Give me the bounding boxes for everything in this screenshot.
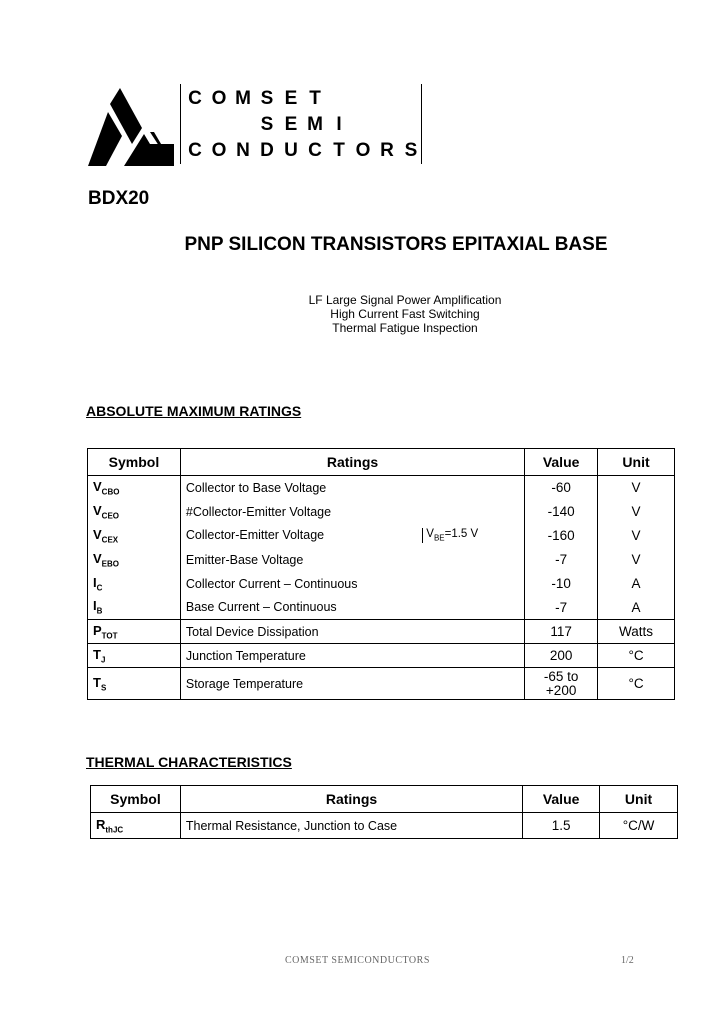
thermal-characteristics-table bbox=[90, 785, 678, 839]
col-header-unit: Unit bbox=[598, 449, 675, 476]
logo-letter: N bbox=[236, 140, 250, 161]
value-cell: -140 bbox=[525, 500, 598, 524]
value-cell: -7 bbox=[525, 596, 598, 620]
value-cell: 1.5 bbox=[523, 813, 600, 839]
symbol-cell: $V_{EBO}$ bbox=[88, 548, 181, 572]
rating-cell: #Collector-Emitter Voltage bbox=[180, 500, 524, 524]
unit-cell: °C bbox=[598, 644, 675, 668]
rating-text: Collector-Emitter Voltage bbox=[185, 528, 325, 543]
unit-cell: V bbox=[598, 476, 675, 500]
amr-section-title: ABSOLUTE MAXIMUM RATINGS bbox=[86, 403, 302, 419]
logo-letter: T bbox=[309, 88, 321, 109]
table-row bbox=[88, 644, 675, 668]
logo-letter: C bbox=[308, 140, 322, 161]
logo-letter: O bbox=[211, 140, 227, 161]
feature-item: Thermal Fatigue Inspection bbox=[332, 321, 478, 335]
logo-letter: S bbox=[404, 140, 418, 161]
unit-cell: °C bbox=[598, 668, 675, 700]
table-row bbox=[88, 476, 675, 500]
symbol-cell: $V_{CBO}$ bbox=[88, 476, 181, 500]
unit-cell: V bbox=[598, 500, 675, 524]
logo-letter: C bbox=[188, 88, 202, 109]
table-row bbox=[91, 813, 678, 839]
col-header-symbol: Symbol bbox=[91, 786, 181, 813]
thermal-section-title: THERMAL CHARACTERISTICS bbox=[86, 754, 292, 770]
logo-letter: C bbox=[188, 140, 202, 161]
part-number: BDX20 bbox=[88, 188, 150, 209]
col-header-unit: Unit bbox=[600, 786, 678, 813]
footer-company-name: COMSET SEMICONDUCTORS bbox=[285, 955, 430, 966]
logo-letter: D bbox=[260, 140, 274, 161]
value-line: -65 to bbox=[543, 668, 579, 684]
table-row bbox=[88, 596, 675, 620]
absolute-max-ratings-table bbox=[87, 448, 675, 700]
rating-cell: Junction Temperature bbox=[180, 644, 524, 668]
logo-letter: I bbox=[336, 114, 342, 135]
col-header-ratings: Ratings bbox=[180, 449, 524, 476]
value-cell: -160 bbox=[525, 524, 598, 548]
rating-cell: Thermal Resistance, Junction to Case bbox=[180, 813, 522, 839]
company-logo bbox=[86, 84, 426, 168]
symbol-cell: $I_B$ bbox=[88, 596, 181, 620]
table-row bbox=[88, 668, 675, 700]
feature-item: High Current Fast Switching bbox=[330, 307, 480, 321]
feature-list bbox=[0, 293, 720, 335]
col-header-ratings: Ratings bbox=[180, 786, 522, 813]
rating-cell bbox=[180, 524, 524, 548]
symbol-cell: $P_{TOT}$ bbox=[88, 620, 181, 644]
rating-cell: Emitter-Base Voltage bbox=[180, 548, 524, 572]
symbol-cell: $R_{thJC}$ bbox=[91, 813, 181, 839]
table-header-row bbox=[91, 786, 678, 813]
rating-cell: Collector Current – Continuous bbox=[180, 572, 524, 596]
logo-letter: M bbox=[307, 114, 323, 135]
value-cell bbox=[525, 668, 598, 700]
col-header-value: Value bbox=[525, 449, 598, 476]
col-header-symbol: Symbol bbox=[88, 449, 181, 476]
table-row bbox=[88, 620, 675, 644]
value-cell: -7 bbox=[525, 548, 598, 572]
rating-cell: Total Device Dissipation bbox=[180, 620, 524, 644]
logo-letter: S bbox=[260, 114, 274, 135]
rating-cell: Collector to Base Voltage bbox=[180, 476, 524, 500]
unit-cell: °C/W bbox=[600, 813, 678, 839]
table-row bbox=[88, 524, 675, 548]
unit-cell: V bbox=[598, 548, 675, 572]
logo-letter: S bbox=[260, 88, 274, 109]
symbol-cell: $V_{CEX}$ bbox=[88, 524, 181, 548]
logo-letter: R bbox=[380, 140, 394, 161]
logo-letter: U bbox=[284, 140, 298, 161]
logo-letter: T bbox=[333, 140, 345, 161]
value-cell: -10 bbox=[525, 572, 598, 596]
page-title: PNP SILICON TRANSISTORS EPITAXIAL BASE bbox=[184, 234, 608, 255]
table-row bbox=[88, 500, 675, 524]
page-number: 1/2 bbox=[621, 955, 634, 966]
table-row bbox=[88, 548, 675, 572]
unit-cell: Watts bbox=[598, 620, 675, 644]
logo-letter: O bbox=[355, 140, 371, 161]
condition-note: $V_{BE}=1.5$ V bbox=[422, 528, 478, 542]
logo-letter: M bbox=[235, 88, 251, 109]
rating-cell: Base Current – Continuous bbox=[180, 596, 524, 620]
symbol-cell: $V_{CEO}$ bbox=[88, 500, 181, 524]
logo-letter: E bbox=[284, 114, 298, 135]
logo-letter: E bbox=[284, 88, 298, 109]
table-row bbox=[88, 572, 675, 596]
value-cell: -60 bbox=[525, 476, 598, 500]
col-header-value: Value bbox=[523, 786, 600, 813]
value-line: +200 bbox=[545, 682, 577, 698]
table-header-row bbox=[88, 449, 675, 476]
logo-letter: O bbox=[211, 88, 227, 109]
unit-cell: A bbox=[598, 596, 675, 620]
unit-cell: A bbox=[598, 572, 675, 596]
feature-item: LF Large Signal Power Amplification bbox=[308, 293, 502, 307]
value-cell: 200 bbox=[525, 644, 598, 668]
logo-triangle-mark bbox=[86, 84, 176, 168]
symbol-cell: $T_S$ bbox=[88, 668, 181, 700]
unit-cell: V bbox=[598, 524, 675, 548]
rating-cell: Storage Temperature bbox=[180, 668, 524, 700]
symbol-cell: $T_J$ bbox=[88, 644, 181, 668]
value-cell: 117 bbox=[525, 620, 598, 644]
symbol-cell: $I_C$ bbox=[88, 572, 181, 596]
